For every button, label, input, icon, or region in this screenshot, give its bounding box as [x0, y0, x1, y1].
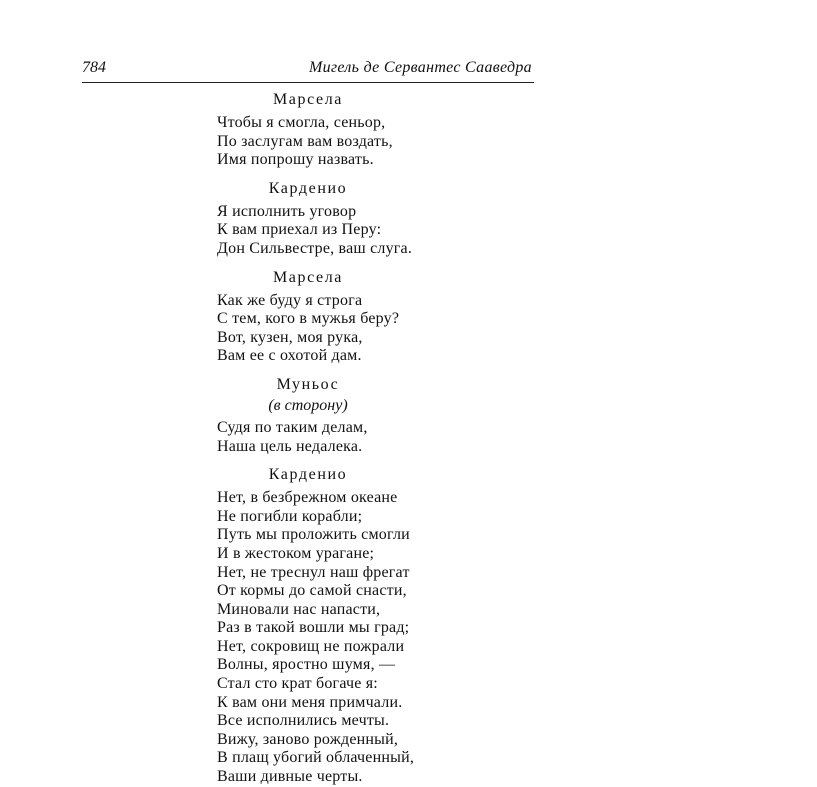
page-number: 784	[82, 59, 106, 76]
verse-line: Я исполнить уговор	[217, 202, 357, 220]
verse-line: Нет, не треснул наш фрегат	[217, 563, 410, 581]
verse-lines	[0, 292, 600, 366]
speech-block	[0, 179, 600, 268]
poem-text	[0, 90, 600, 787]
verse-line: Раз в такой вошли мы град;	[217, 619, 410, 637]
running-header	[82, 58, 534, 83]
verse-line: К вам они меня примчали.	[217, 693, 403, 711]
verse-line: Как же буду я строга	[217, 291, 363, 309]
speaker-name: Марсела	[272, 268, 343, 286]
verse-line: Наша цель недалека.	[217, 437, 363, 455]
speech-block	[0, 268, 600, 375]
verse-line: С тем, кого в мужья беру?	[217, 310, 400, 328]
verse-lines	[0, 489, 600, 787]
section-gap	[0, 456, 600, 465]
speech-block	[0, 90, 600, 179]
verse-line: Вижу, заново рожденный,	[217, 730, 399, 748]
verse-lines	[0, 419, 600, 456]
verse-line: Не погибли корабли;	[217, 507, 363, 525]
verse-line: Миновали нас напасти,	[217, 600, 381, 618]
speech-block	[0, 375, 600, 465]
verse-line: Чтобы я смогла, сеньор,	[217, 114, 386, 131]
verse-line: Вам ее с охотой дам.	[217, 347, 362, 365]
running-title: Мигель де Сервантес Сааведра	[308, 59, 532, 76]
verse-line: Нет, в безбрежном океане	[217, 489, 398, 507]
verse-line: По заслугам вам воздать,	[217, 132, 393, 150]
verse-line: К вам приехал из Перу:	[217, 221, 382, 239]
section-gap	[0, 366, 600, 375]
verse-lines	[0, 114, 600, 170]
verse-line: В плащ убогий облаченный,	[217, 749, 415, 767]
verse-line: Имя попрошу назвать.	[217, 151, 374, 169]
speaker-name: Марсела	[272, 91, 343, 108]
verse-line: Судя по таким делам,	[217, 418, 368, 436]
verse-line: И в жестоком урагане;	[217, 544, 375, 562]
speaker-name: Карденио	[268, 179, 348, 197]
verse-lines	[0, 203, 600, 259]
verse-line: Дон Сильвестре, ваш слуга.	[217, 239, 413, 257]
verse-line: Все исполнились мечты.	[217, 712, 390, 730]
verse-line: Вот, кузен, моя рука,	[217, 328, 363, 346]
verse-line: Стал сто крат богаче я:	[217, 675, 378, 693]
verse-line: Ваши дивные черты.	[217, 768, 363, 786]
verse-line: Волны, яростно шумя, —	[217, 656, 396, 674]
speaker-name: Карденио	[268, 466, 348, 484]
verse-line: Путь мы проложить смогли	[217, 526, 410, 544]
speech-block	[0, 465, 600, 787]
speaker-name: Муньос	[276, 375, 340, 393]
stage-direction: (в сторону)	[268, 396, 348, 414]
section-gap	[0, 170, 600, 179]
verse-line: Нет, сокровищ не пожрали	[217, 637, 405, 655]
section-gap	[0, 259, 600, 268]
verse-line: От кормы до самой снасти,	[217, 582, 407, 600]
